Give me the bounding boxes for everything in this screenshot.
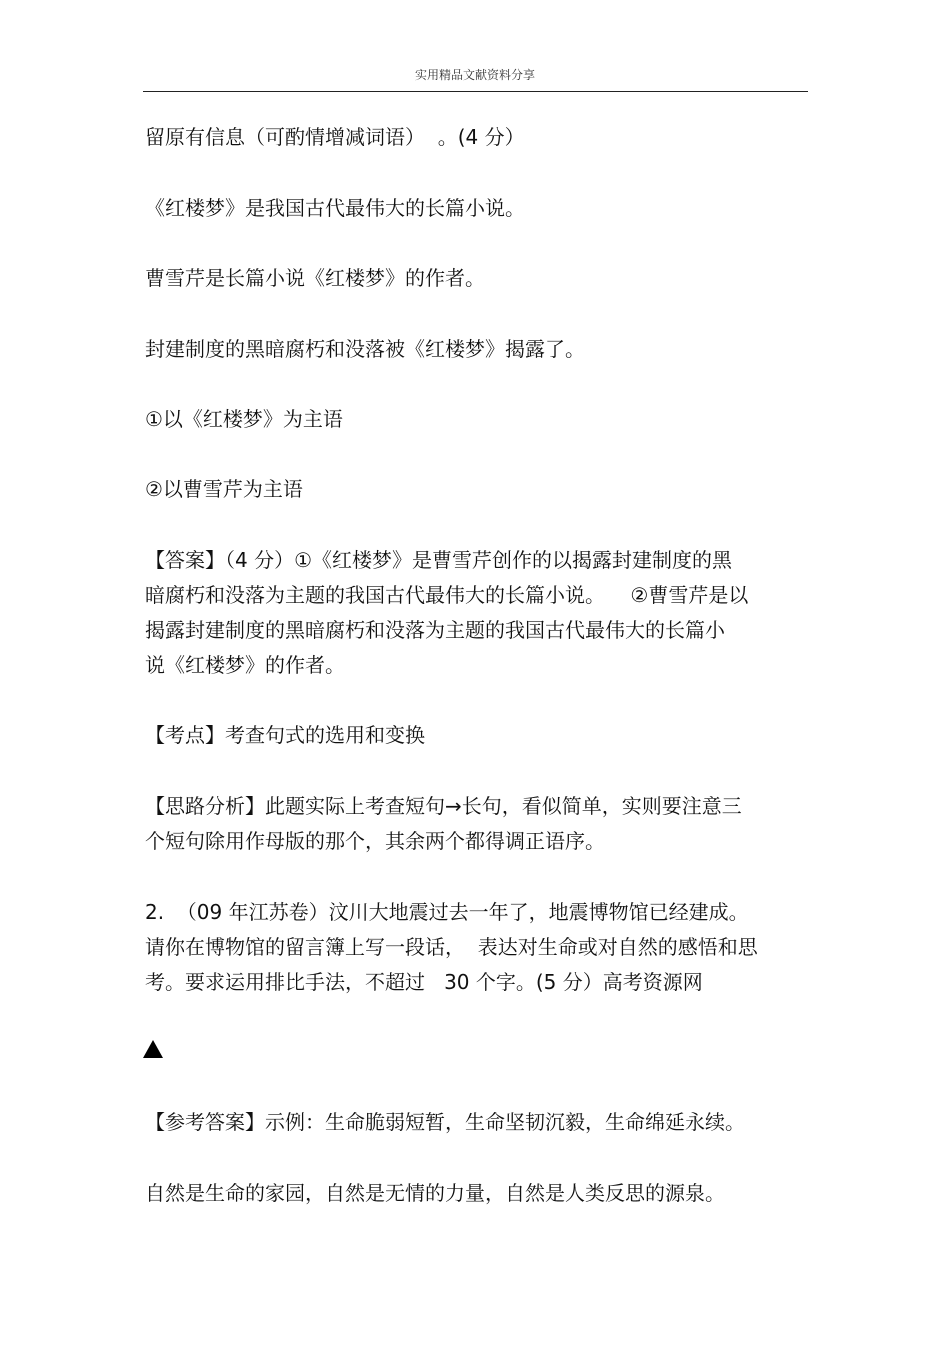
kaodian-line: 【考点】考查句式的选用和变换 bbox=[145, 723, 425, 747]
text-line-4: 封建制度的黑暗腐朽和没落被《红楼梦》揭露了。 bbox=[145, 337, 585, 361]
answer-line-3: 揭露封建制度的黑暗腐朽和没落为主题的我国古代最伟大的长篇小 bbox=[145, 618, 725, 642]
page-header: 实用精品文献资料分享 bbox=[414, 68, 535, 82]
answer-line-1: 【答案】（4 分）①《红楼梦》是曹雪芹创作的以揭露封建制度的黑 bbox=[145, 548, 733, 572]
text-line-6: ②以曹雪芹为主语 bbox=[145, 477, 303, 501]
analysis-line-2: 个短句除用作母版的那个，其余两个都得调正语序。 bbox=[145, 829, 605, 853]
text-line-1: 留原有信息（可酌情增减词语） 。(4 分） bbox=[145, 125, 525, 149]
question-line-3: 考。要求运用排比手法，不超过 30 个字。(5 分）高考资源网 bbox=[145, 970, 703, 994]
answer-line-2: 暗腐朽和没落为主题的我国古代最伟大的长篇小说。 ②曹雪芹是以 bbox=[145, 583, 749, 607]
question-line-1: 2. （09 年江苏卷）汶川大地震过去一年了，地震博物馆已经建成。 bbox=[145, 900, 749, 924]
black-up-triangle-icon bbox=[143, 1040, 163, 1058]
text-line-5: ①以《红楼梦》为主语 bbox=[145, 407, 343, 431]
analysis-line-1: 【思路分析】此题实际上考查短句→长句，看似简单，实则要注意三 bbox=[145, 794, 742, 818]
text-line-2: 《红楼梦》是我国古代最伟大的长篇小说。 bbox=[145, 196, 525, 220]
question-line-2: 请你在博物馆的留言簿上写一段话， 表达对生命或对自然的感悟和思 bbox=[145, 935, 758, 959]
reference-answer-line: 【参考答案】示例：生命脆弱短暂，生命坚韧沉毅，生命绵延永续。 bbox=[145, 1110, 745, 1134]
answer-line-4: 说《红楼梦》的作者。 bbox=[145, 653, 345, 677]
nature-line: 自然是生命的家园，自然是无情的力量，自然是人类反思的源泉。 bbox=[145, 1181, 725, 1205]
header-divider bbox=[143, 91, 808, 92]
text-line-3: 曹雪芹是长篇小说《红楼梦》的作者。 bbox=[145, 266, 485, 290]
